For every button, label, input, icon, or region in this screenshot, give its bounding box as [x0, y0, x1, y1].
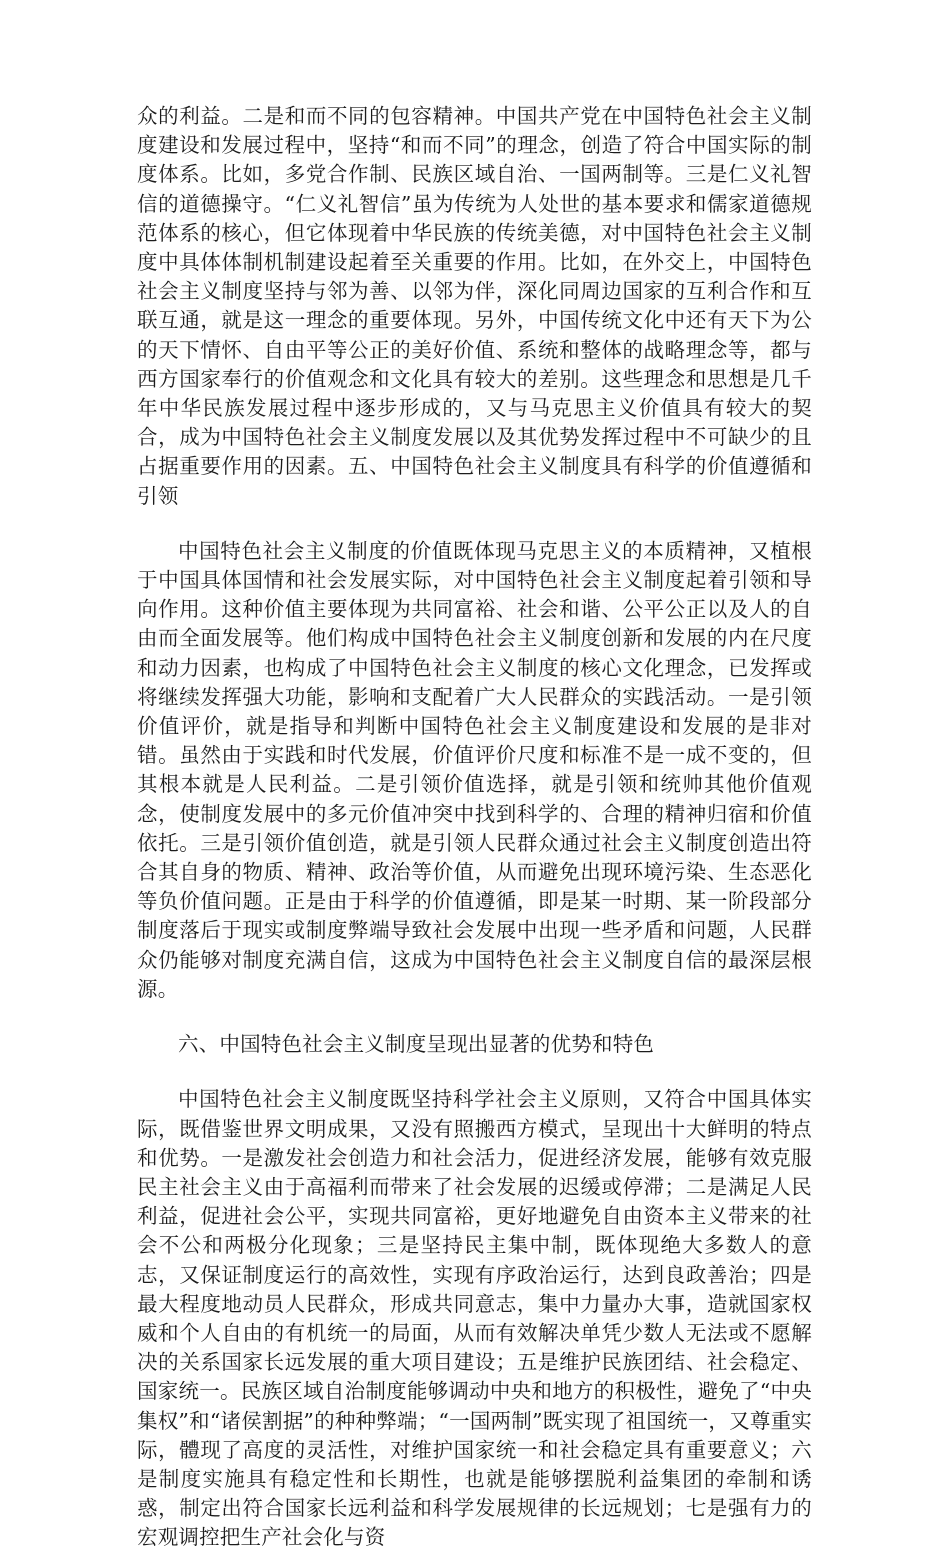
paragraph-1: 众的利益。二是和而不同的包容精神。中国共产党在中国特色社会主义制度建设和发展过程中，坚持“和而不同”的理念，创造了符合中国实际的制度体系。比如，多党合作制、民族区域自治、一国两制等。三是仁义礼智信的道德操守。“仁义礼智信”虽为传统为人处世的基本要求和儒家道德规范体系的核心，但它体现着中华民族的传统美德，对中国特色社会主义制度中具体体制机制建设起着至关重要的作用。比如，在外交上，中国特色社会主义制度坚持与邻为善、以邻为伴，深化同周边国家的互利合作和互联互通，就是这一理念的重要体现。另外，中国传统文化中还有天下为公的天下情怀、自由平等公正的美好价值、系统和整体的战略理念等，都与西方国家奉行的价值观念和文化具有较大的差别。这些理念和思想是几千年中华民族发展过程中逐步形成的，又与马克思主义价值具有较大的契合，成为中国特色社会主义制度发展以及其优势发挥过程中不可缺少的且占据重要作用的因素。五、中国特色社会主义制度具有科学的价值遵循和引领 — [137, 104, 812, 508]
section-heading-6: 六、中国特色社会主义制度呈现出显著的优势和特色 — [178, 1032, 655, 1057]
paragraph-gap — [137, 511, 812, 537]
paragraph-4: 中国特色社会主义制度既坚持科学社会主义原则，又符合中国具体实际，既借鉴世界文明成果，又没有照搬西方模式，呈现出十大鲜明的特点和优势。一是激发社会创造力和社会活力，促进经济发展，能够有效克服民主社会主义由于高福利而带来了社会发展的迟缓或停滞；二是满足人民利益，促进社会公平，实现共同富裕，更好地避免自由资本主义带来的社会不公和两极分化现象；三是坚持民主集中制，既体现绝大多数人的意志，又保证制度运行的高效性，实现有序政治运行，达到良政善治；四是最大程度地动员人民群众，形成共同意志，集中力量办大事，造就国家权威和个人自由的有机统一的局面，从而有效解决单凭少数人无法或不愿解决的关系国家长远发展的重大项目建设；五是维护民族团结、社会稳定、国家统一。民族区域自治制度能够调动中央和地方的积极性，避免了“中央集权”和“诸侯割据”的种种弊端；“一国两制”既实现了祖国统一，又尊重实际，體现了高度的灵活性，对维护国家统一和社会稳定具有重要意义；六是制度实施具有稳定性和长期性，也就是能够摆脱利益集团的牵制和诱惑，制定出符合国家长远利益和科学发展规律的长远规划；七是强有力的宏观调控把生产社会化与资 — [137, 1087, 812, 1550]
document-body — [137, 102, 812, 1553]
paragraph-gap — [137, 1059, 812, 1085]
paragraph-2: 中国特色社会主义制度的价值既体现马克思主义的本质精神，又植根于中国具体国情和社会发展实际，对中国特色社会主义制度起着引领和导向作用。这种价值主要体现为共同富裕、社会和谐、公平公正以及人的自由而全面发展等。他们构成中国特色社会主义制度创新和发展的内在尺度和动力因素，也构成了中国特色社会主义制度的核心文化理念，已发挥或将继续发挥强大功能，影响和支配着广大人民群众的实践活动。一是引领价值评价，就是指导和判断中国特色社会主义制度建设和发展的是非对错。虽然由于实践和时代发展，价值评价尺度和标准不是一成不变的，但其根本就是人民利益。二是引领价值选择，就是引领和统帅其他价值观念，使制度发展中的多元价值冲突中找到科学的、合理的精神归宿和价值依托。三是引领价值创造，就是引领人民群众通过社会主义制度创造出符合其自身的物质、精神、政治等价值，从而避免出现环境污染、生态恶化等负价值问题。正是由于科学的价值遵循，即是某一时期、某一阶段部分制度落后于现实或制度弊端导致社会发展中出现一些矛盾和问题，人民群众仍能够对制度充满自信，这成为中国特色社会主义制度自信的最深层根源。 — [137, 538, 812, 1001]
paragraph-gap — [137, 1004, 812, 1030]
